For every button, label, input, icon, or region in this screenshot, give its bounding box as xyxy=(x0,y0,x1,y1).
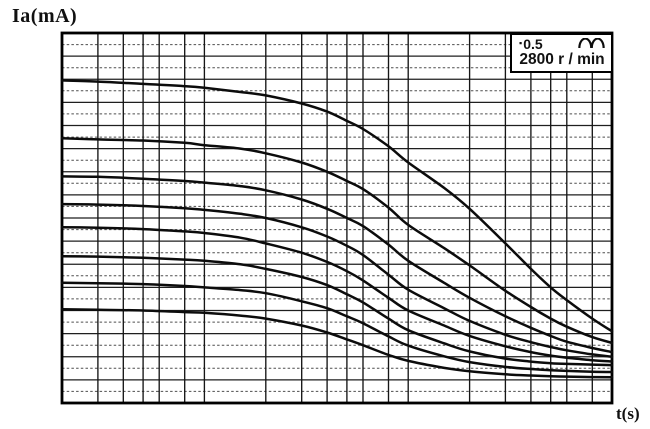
curve-150kV xyxy=(62,309,612,377)
focal-spot xyxy=(519,37,543,51)
focal-spot-bullet-icon: ▪ xyxy=(519,37,523,48)
rotation-speed: 2800 r / min xyxy=(519,51,605,68)
x-axis-title: t(s) xyxy=(616,404,640,423)
full-wave-rectified-icon xyxy=(578,38,605,49)
legend-focal-spot-row xyxy=(519,36,605,51)
focal-spot-value: 0.5 xyxy=(523,35,543,52)
y-axis-title: Ia(mA) xyxy=(12,5,78,27)
legend-box xyxy=(510,33,613,73)
